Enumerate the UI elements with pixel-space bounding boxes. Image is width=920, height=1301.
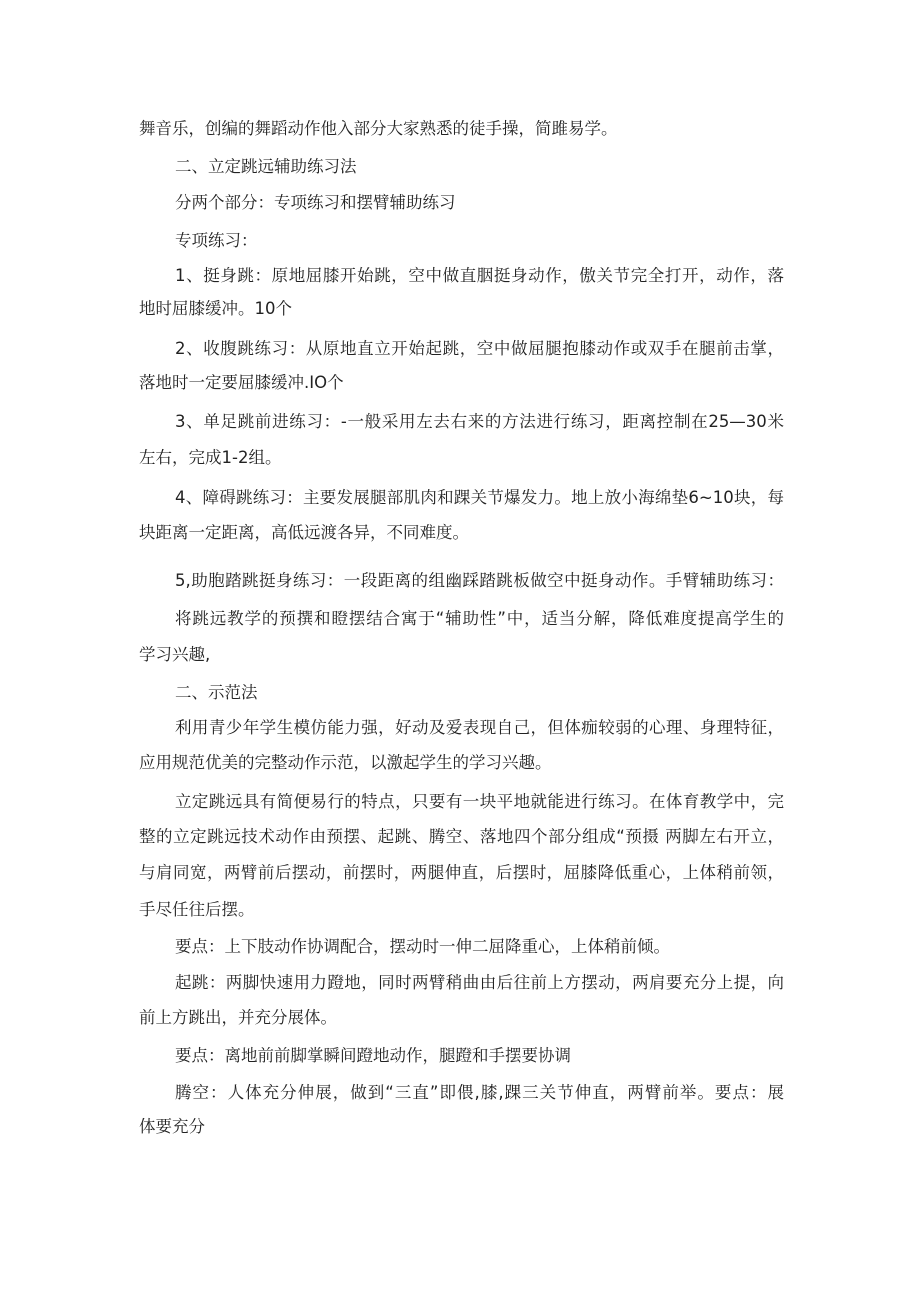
text-line: 地时屈膝缓冲。10个 [139, 299, 292, 318]
text-line: 2、收腹跳练习：从原地直立开始起跳，空中做屈腿抱膝动作或双手在腿前击掌， [175, 339, 784, 358]
text-line: 学习兴趣, [139, 645, 211, 664]
text-line: 利用青少年学生模仿能力强，好动及爱表现自己，但体痂较弱的心理、身理特征， [175, 718, 784, 737]
text-line: 舞音乐，创编的舞蹈动作他入部分大家熟悉的徒手操，简雎易学。 [139, 119, 618, 138]
text-line: 前上方跳出，并充分展体。 [139, 1008, 337, 1027]
text-line: 要点：上下肢动作协调配合，摆动时一伸二屈降重心，上体稍前倾。 [175, 937, 670, 956]
text-line: 专项练习： [175, 231, 258, 250]
section-heading: 二、示范法 [175, 683, 258, 702]
text-line: 要点：离地前前脚掌瞬间蹬地动作，腿蹬和手摆要协调 [175, 1046, 571, 1065]
text-line: 5,助胞踏跳挺身练习：一段距离的组幽踩踏跳板做空中挺身动作。手臂辅助练习： [175, 571, 784, 590]
text-line: 腾空：人体充分伸展，做到“三直”即偎,膝,踝三关节伸直，两臂前举。要点：展 [175, 1083, 784, 1102]
text-line: 手尽任往后摆。 [139, 900, 255, 919]
text-line: 起跳：两脚快速用力蹬地，同时两臂稍曲由后往前上方摆动，两肩要充分上提，向 [175, 973, 784, 992]
section-heading: 二、立定跳远辅助练习法 [175, 157, 357, 176]
text-line: 立定跳远具有简便易行的特点，只要有一块平地就能进行练习。在体育教学中，完 [175, 792, 784, 811]
text-line: 整的立定跳远技术动作由预摆、起跳、腾空、落地四个部分组成“预摄 两脚左右开立， [139, 827, 784, 846]
text-line: 体要充分 [139, 1117, 205, 1136]
text-line: 1、挺身跳：原地屈膝开始跳，空中做直胭挺身动作，傲关节完全打开，动作，落 [175, 266, 784, 285]
text-line: 3、单足跳前进练习：-一般采用左去右来的方法进行练习，距离控制在25—30米 [175, 412, 784, 431]
text-line: 分两个部分：专项练习和摆臂辅助练习 [175, 193, 456, 212]
text-line: 4、障碍跳练习：主要发展腿部肌肉和踝关节爆发力。地上放小海绵垫6~10块，每 [175, 488, 784, 507]
text-line: 落地时一定要屈膝缓冲.IO个 [139, 373, 344, 392]
text-line: 与肩同宽，两臂前后摆动，前摆时，两腿伸直，后摆时，屈膝降低重心，上体稍前领， [139, 863, 784, 882]
text-line: 左右，完成1-2组。 [139, 448, 282, 467]
text-line: 块距离一定距离，高低远渡各异，不同难度。 [139, 523, 469, 542]
text-line: 应用规范优美的完整动作示范，以激起学生的学习兴趣。 [139, 753, 552, 772]
text-line: 将跳远教学的预撰和瞪摆结合寓于“辅助性”中，适当分解，降低难度提高学生的 [175, 609, 784, 628]
